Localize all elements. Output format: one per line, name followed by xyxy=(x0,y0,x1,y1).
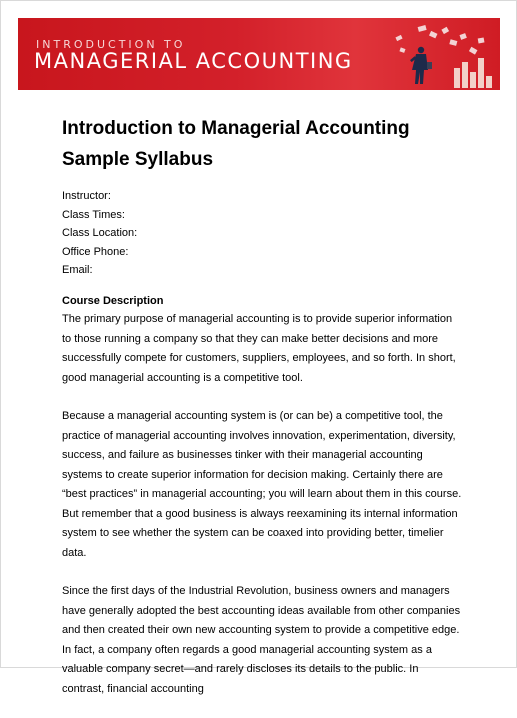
title-line-1: Introduction to Managerial Accounting xyxy=(62,118,410,139)
course-description-paragraph-2: Because a managerial accounting system is (or can be) a competitive tool, the practice of managerial accounting involves innovation, experimentation, diversity, success, and failure as businesses tinker with their managerial accounting systems to create superior information for decision making. Certainly there are “best practices” in managerial accounting; you will learn about them in this course. But remember that a good business is always reexamining its internal information system to see whether the system can be coaxed into providing better, timelier data. xyxy=(62,410,462,559)
bar-chart-businessman-illustration xyxy=(390,18,500,90)
banner-subtitle: INTRODUCTION TO xyxy=(36,38,186,51)
class-location-label: Class Location: xyxy=(62,227,138,239)
syllabus-content xyxy=(62,113,462,718)
course-description-heading: Course Description xyxy=(62,294,164,307)
title-line-2: Sample Syllabus xyxy=(62,149,214,170)
header-banner xyxy=(18,18,500,90)
course-description-paragraph-1: The primary purpose of managerial accounting is to provide superior information to those running a company so that they can make better decisions and more successfully compete for customers, suppliers, employees, and so forth. In short, good managerial accounting is a competitive tool. xyxy=(62,313,456,384)
class-times-label: Class Times: xyxy=(62,208,125,221)
office-phone-label: Office Phone: xyxy=(62,245,129,258)
contact-info xyxy=(62,187,462,280)
email-label: Email: xyxy=(62,264,93,276)
document-title xyxy=(62,113,462,175)
banner-title: MANAGERIAL ACCOUNTING xyxy=(34,49,353,73)
instructor-label: Instructor: xyxy=(62,190,111,202)
course-description-paragraph-3: Since the first days of the Industrial Revolution, business owners and managers have generally adopted the best accounting ideas available from other companies and then created their own new accounting system to provide a competitive edge. In fact, a company often regards a good managerial accounting system as a valuable company secret—and rarely discloses its details to the public. In contrast, financial accounting xyxy=(62,585,461,695)
